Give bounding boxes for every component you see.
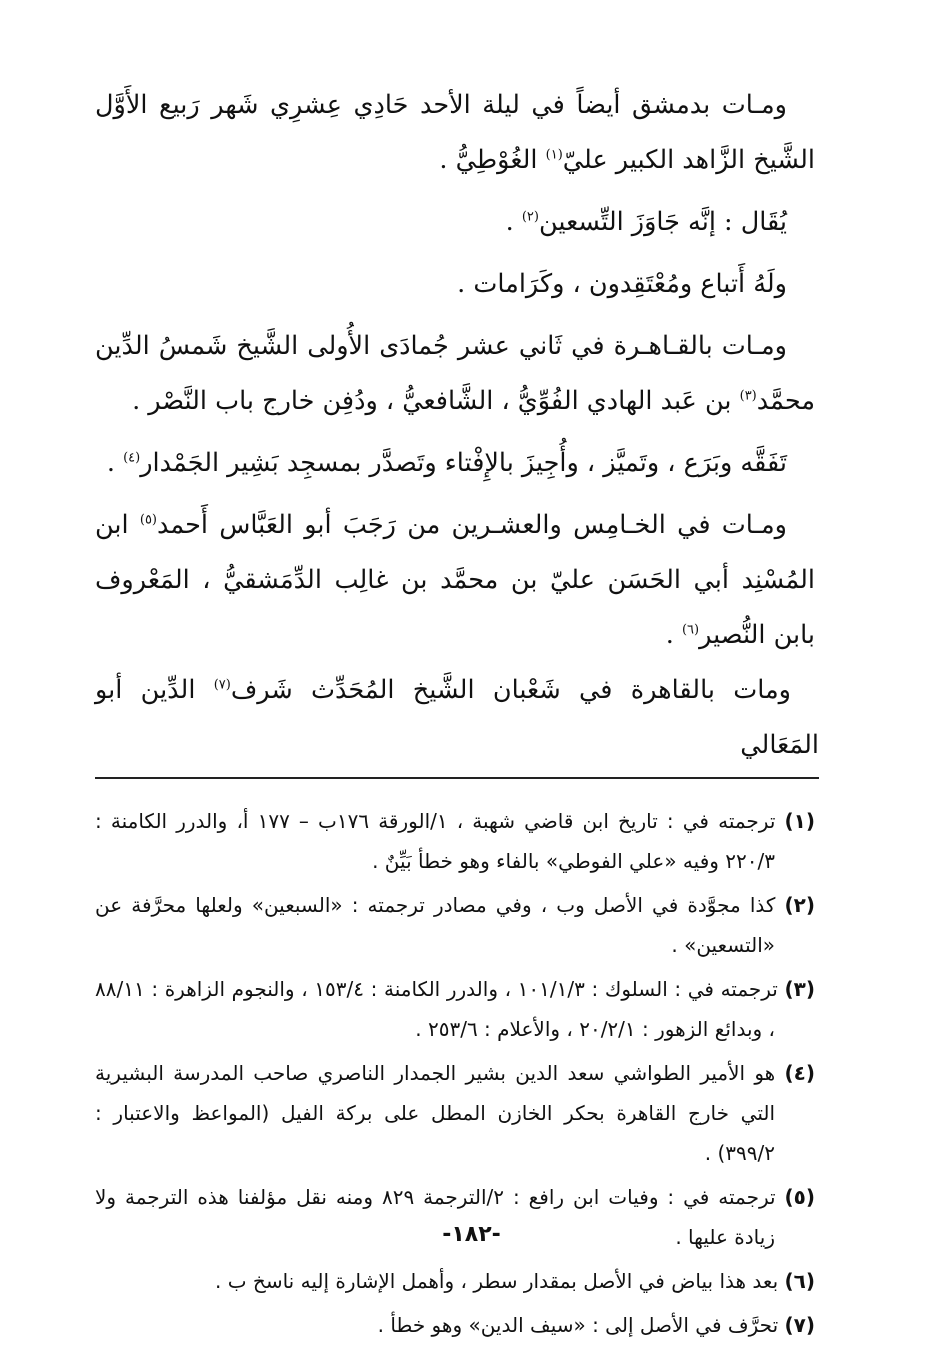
footnote-ref-6[interactable]: (٦) (681, 622, 700, 638)
footnote-text: هو الأمير الطواشي سعد الدين بشير الجمدار الناصري صاحب المدرسة البشيرية التي خارج القاهرة بحكر الخازن المطل على بركة الفيل (المواعظ والاعتبار : ٣٩٩/٢) . (95, 1061, 776, 1165)
page-number: -١٨٢- (442, 1222, 501, 1247)
footnote-number: (٥) (784, 1185, 816, 1209)
footnote-ref-5[interactable]: (٥) (139, 512, 157, 528)
footnote-7 (95, 1305, 815, 1345)
footnote-ref-1[interactable]: (١) (545, 147, 563, 163)
paragraph-7: ومات بالقاهرة في شَعْبان الشَّيخ المُحَدِّث شَرف$^{(٧)}$ الدِّين أبو المَعَالي (95, 663, 819, 779)
footnote-1 (95, 801, 815, 881)
footnote-text: تحرَّف في الأصل إلى : «سيف الدين» وهو خطأ . (377, 1313, 779, 1337)
footnote-4 (95, 1053, 815, 1173)
footnote-ref-4[interactable]: (٤) (123, 450, 141, 466)
footnote-number: (٦) (784, 1269, 815, 1293)
footnote-number: (٢) (784, 893, 816, 917)
paragraph-4: ومـات بالقـاهـرة في ثَاني عشر جُمادَى الأُولى الشَّيخ شَمسُ الدِّين محمَّد$^{(٣)}$ بن عَبد الهادي الفُوِّيُّ ، الشَّافعيُّ ، ودُفِن خارج باب النَّصْر . (95, 331, 815, 416)
paragraph-1: ومـات بدمشق أيضاً في ليلة الأحد حَادِي عِشرِي شَهر رَبيع الأَوَّل الشَّيخ الزَّاهد الكبير عليّ$^{(١)}$ الغُوْطِيُّ . (95, 90, 815, 175)
footnote-text: بعد هذا بياض في الأصل بمقدار سطر ، وأهمل الإشارة إليه ناسخ ب . (215, 1269, 779, 1293)
main-text (95, 78, 819, 779)
paragraph-5: تَفَقَّه وبَرَع ، وتَميَّز ، وأُجِيزَ بالإِفْتاء وتَصدَّر بمسجِد بَشِير الجَمْدار$^{(٤)}$ . (106, 448, 787, 478)
page (95, 78, 819, 1349)
footnote-3 (95, 969, 815, 1049)
footnote-text: كذا مجوَّدة في الأصل وب ، وفي مصادر ترجمته : «السبعين» ولعلها محرَّفة عن «التسعين» . (95, 893, 776, 957)
footnote-number: (٣) (784, 977, 815, 1001)
footnote-2 (95, 885, 815, 965)
paragraph-2: يُقَال : إنَّه جَاوَزَ التِّسعين$^{(٢)}$ . (505, 207, 787, 237)
footnote-number: (٤) (784, 1061, 815, 1085)
footnote-ref-3[interactable]: (٣) (739, 388, 757, 404)
footnote-ref-7[interactable]: (٧) (213, 677, 231, 693)
footnotes (95, 801, 815, 1345)
footnote-text: ترجمته في : السلوك : ١٠١/١/٣ ، والدرر الكامنة : ١٥٣/٤ ، والنجوم الزاهرة : ٨٨/١١ ، وبدائع الزهور : ٢٠/٢/١ ، والأعلام : ٢٥٣/٦ . (95, 977, 778, 1041)
footnote-number: (١) (784, 809, 815, 833)
footnote-ref-2[interactable]: (٢) (521, 209, 539, 225)
paragraph-6: ومـات في الخـامِس والعشـرين من رَجَبَ أبو العَبَّاس أَحمد$^{(٥)}$ ابن المُسْنِد أبي الحَسَن عليّ بن محمَّد بن غالِب الدِّمَشقيُّ ، المَعْروف بابن النُّصير$^{(٦)}$ . (95, 510, 815, 650)
footnote-number: (٧) (784, 1313, 815, 1337)
footnote-text: ترجمته في : تاريخ ابن قاضي شهبة ، ١/الورقة ١٧٦ب – ١٧٧ أ، والدرر الكامنة : ٢٢٠/٣ وفيه «علي الفوطي» بالفاء وهو خطأ بَيِّنٌ . (95, 809, 776, 873)
paragraph-3: ولَهُ أَتباع ومُعْتَقِدون ، وكَرَامات . (457, 269, 787, 299)
footnote-6 (95, 1261, 815, 1301)
footnote-text: ترجمته في : وفيات ابن رافع : ٢/الترجمة ٨٢٩ ومنه نقل مؤلفنا هذه الترجمة ولا زيادة عليها . (95, 1185, 776, 1249)
